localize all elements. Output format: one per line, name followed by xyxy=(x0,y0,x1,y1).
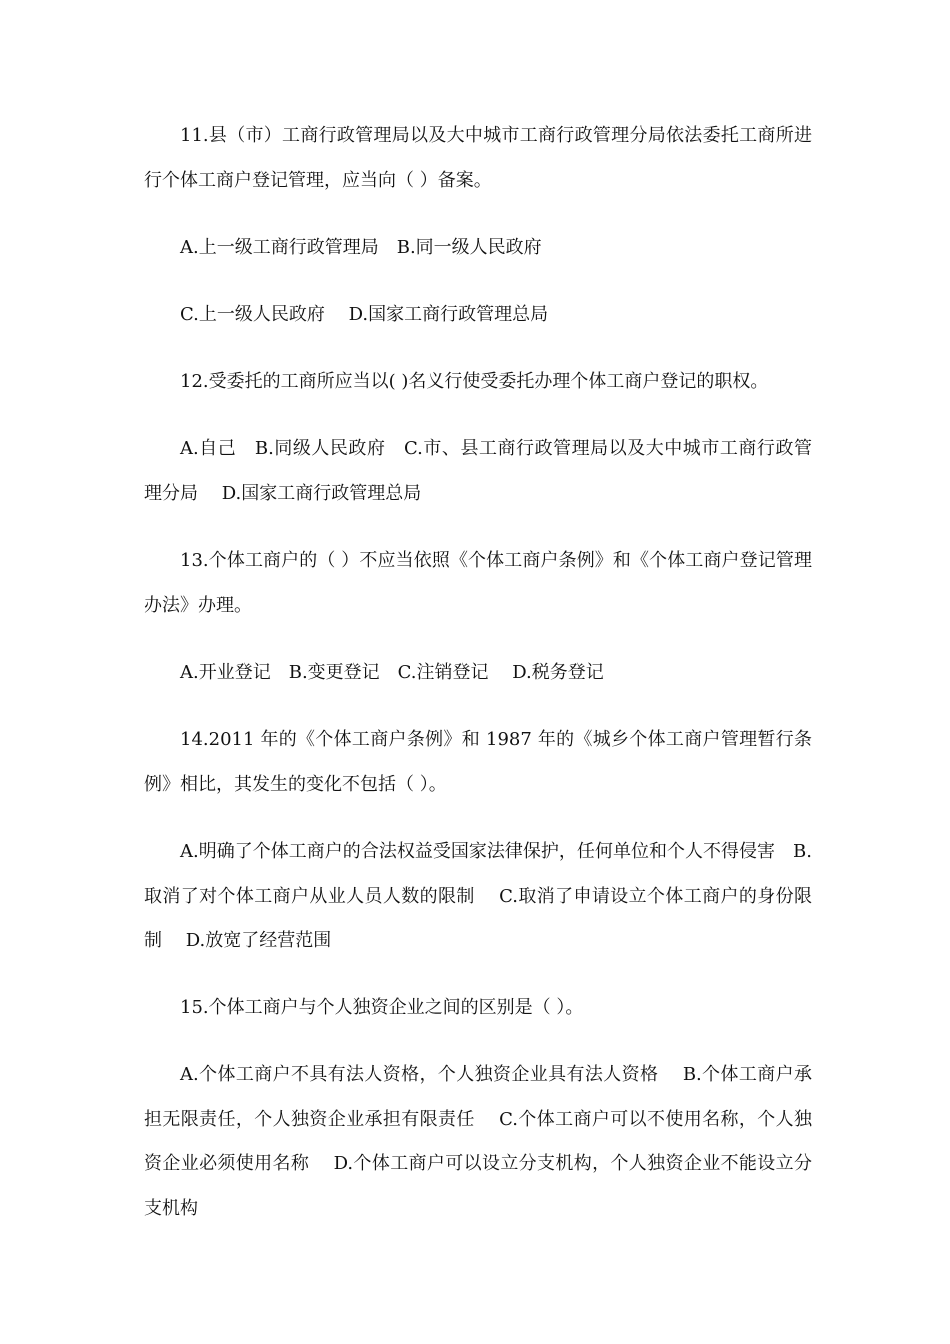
question-14-options: A.明确了个体工商户的合法权益受国家法律保护，任何单位和个人不得侵害 B.取消了对个体工商户从业人员人数的限制 C.取消了申请设立个体工商户的身份限制 D.放宽了经营范围 xyxy=(144,841,812,951)
question-15-stem: 15.个体工商户与个人独资企业之间的区别是（ ）。 xyxy=(180,997,584,1018)
question-12-stem: 12.受委托的工商所应当以( )名义行使受委托办理个体工商户登记的职权。 xyxy=(180,371,769,392)
question-13-stem: 13.个体工商户的（ ）不应当依照《个体工商户条例》和《个体工商户登记管理办法》办理。 xyxy=(144,550,812,616)
question-13-options: A.开业登记 B.变更登记 C.注销登记 D.税务登记 xyxy=(180,662,604,683)
question-14-stem: 14.2011 年的《个体工商户条例》和 1987 年的《城乡个体工商户管理暂行条例》相比，其发生的变化不包括（ ）。 xyxy=(144,729,812,795)
question-11-options-ab: A.上一级工商行政管理局 B.同一级人民政府 xyxy=(180,237,542,258)
question-11-stem: 11.县（市）工商行政管理局以及大中城市工商行政管理分局依法委托工商所进行个体工商户登记管理，应当向（ ）备案。 xyxy=(144,125,812,191)
question-15-options: A.个体工商户不具有法人资格，个人独资企业具有法人资格 B.个体工商户承担无限责任，个人独资企业承担有限责任 C.个体工商户可以不使用名称，个人独资企业必须使用名称 D.个体工商户可以设立分支机构，个人独资企业不能设立分支机构 xyxy=(144,1064,812,1219)
question-11-options-cd: C.上一级人民政府 D.国家工商行政管理总局 xyxy=(180,304,549,325)
question-12-options: A.自己 B.同级人民政府 C.市、县工商行政管理局以及大中城市工商行政管理分局 D.国家工商行政管理总局 xyxy=(144,438,812,504)
